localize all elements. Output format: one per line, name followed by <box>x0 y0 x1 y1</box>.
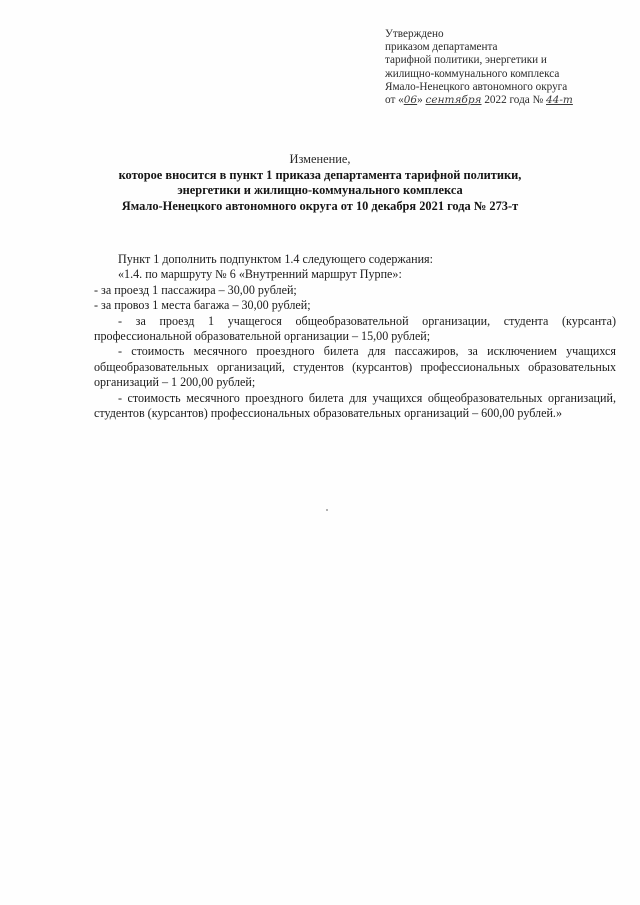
document-heading <box>60 152 580 214</box>
approval-date-line <box>385 94 625 107</box>
date-month: сентября <box>425 94 482 107</box>
approval-block <box>385 28 625 107</box>
approval-line-5: Ямало-Ненецкого автономного округа <box>385 80 568 93</box>
approval-line-4: жилищно-коммунального комплекса <box>385 67 560 80</box>
date-year: 2022 года № <box>484 94 544 107</box>
list-item-student-fare: - за проезд 1 учащегося общеобразовательной организации, студента (курсанта) профессиональной образовательной организации – 15,00 рублей; <box>94 313 616 344</box>
list-item-monthly-pass: - стоимость месячного проездного билета для пассажиров, за исключением учащихся общеобразовательных организаций, студентов (курсантов) профессиональных образовательных организаций – 1 200,00 рублей; <box>94 344 616 390</box>
heading-line-4: Ямало-Ненецкого автономного округа от 10 декабря 2021 года № 273-т <box>121 198 519 213</box>
scan-speck <box>326 509 328 511</box>
list-item-passenger: - за проезд 1 пассажира – 30,00 рублей; <box>94 282 297 297</box>
heading-line-3: энергетики и жилищно-коммунального комплекса <box>177 183 463 197</box>
list-item-monthly-pass-students: - стоимость месячного проездного билета для учащихся общеобразовательных организаций, студентов (курсантов) профессиональных образовательных организаций – 600,00 рублей.» <box>94 390 616 421</box>
date-mid: » <box>417 94 423 107</box>
approval-line-1: Утверждено <box>385 28 444 40</box>
order-number: 44-т <box>546 94 573 107</box>
approval-line-3: тарифной политики, энергетики и <box>385 54 547 67</box>
list-item-baggage: - за провоз 1 места багажа – 30,00 рублей; <box>94 298 311 313</box>
heading-title: Изменение, <box>289 152 351 166</box>
document-body <box>94 252 616 421</box>
paragraph-subpoint: «1.4. по маршруту № 6 «Внутренний маршрут Пурпе»: <box>118 267 402 282</box>
date-prefix: от « <box>385 94 404 107</box>
heading-line-2: которое вносится в пункт 1 приказа департамента тарифной политики, <box>118 167 522 182</box>
date-day: 06 <box>403 94 418 107</box>
approval-line-2: приказом департамента <box>385 41 498 54</box>
paragraph-intro: Пункт 1 дополнить подпунктом 1.4 следующего содержания: <box>118 252 433 266</box>
